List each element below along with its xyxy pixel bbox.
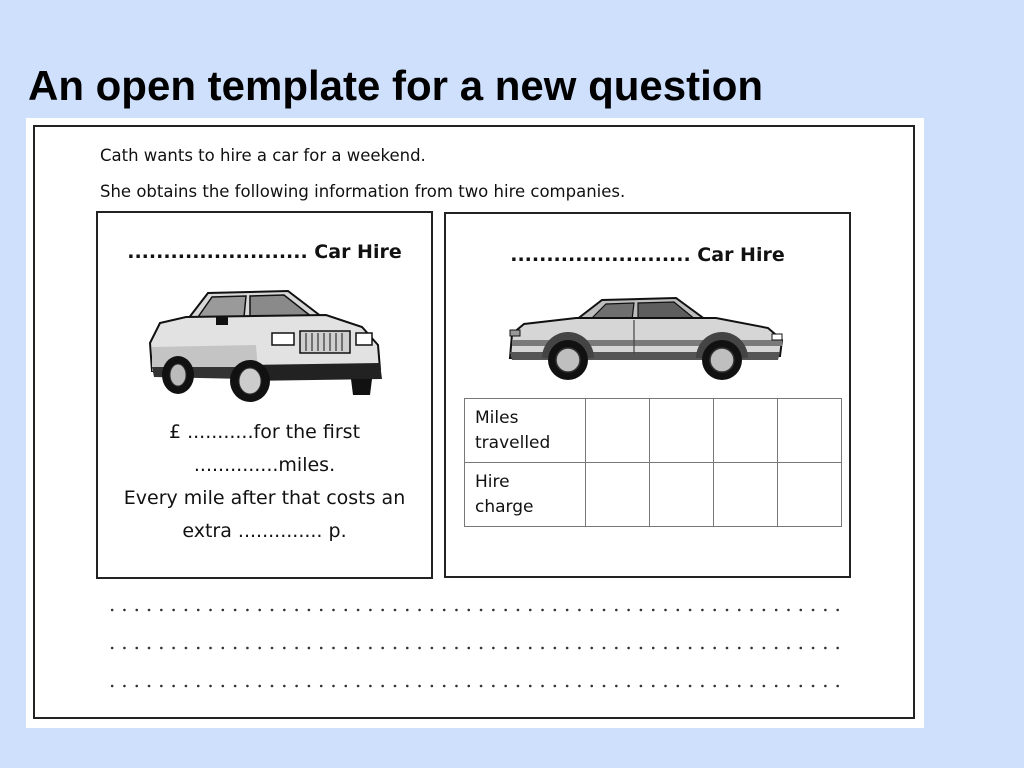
- question-line-1: Cath wants to hire a car for a weekend.: [100, 146, 426, 165]
- tariff-text: [98, 416, 431, 548]
- row-header-miles-line2: travelled: [475, 432, 551, 453]
- company-name-right: ......................... Car Hire: [510, 244, 785, 266]
- tariff-line-4: extra .............. p.: [182, 520, 347, 542]
- row-header-miles-line1: Miles: [475, 407, 519, 428]
- tariff-line-2: ..............miles.: [193, 454, 336, 476]
- question-line-2: She obtains the following information from two hire companies.: [100, 182, 626, 201]
- tariff-line-3: Every mile after that costs an: [123, 487, 406, 509]
- sedan-front-icon: [146, 287, 386, 402]
- row-header-charge-line2: charge: [475, 496, 534, 517]
- answer-line-3: [106, 684, 846, 688]
- table-cell: [714, 399, 778, 463]
- table-cell: [778, 463, 842, 527]
- hire-table: [464, 398, 842, 527]
- table-cell: [586, 399, 650, 463]
- answer-line-1: [106, 608, 846, 612]
- row-header-miles: [465, 399, 586, 463]
- table-row: [465, 399, 842, 463]
- table-cell: [650, 399, 714, 463]
- company-name-left: ......................... Car Hire: [127, 241, 402, 263]
- table-cell: [650, 463, 714, 527]
- slide-title: An open template for a new question: [28, 62, 764, 109]
- table-cell: [586, 463, 650, 527]
- row-header-charge: [465, 463, 586, 527]
- table-cell: [778, 399, 842, 463]
- table-row: [465, 463, 842, 527]
- company-box-right: [444, 212, 851, 578]
- table-cell: [714, 463, 778, 527]
- tariff-line-1: £ ...........for the first: [168, 421, 361, 443]
- row-header-charge-line1: Hire: [475, 471, 510, 492]
- question-sheet: [26, 118, 924, 728]
- coupe-side-icon: [506, 294, 786, 384]
- answer-line-2: [106, 646, 846, 650]
- company-box-left: [96, 211, 433, 579]
